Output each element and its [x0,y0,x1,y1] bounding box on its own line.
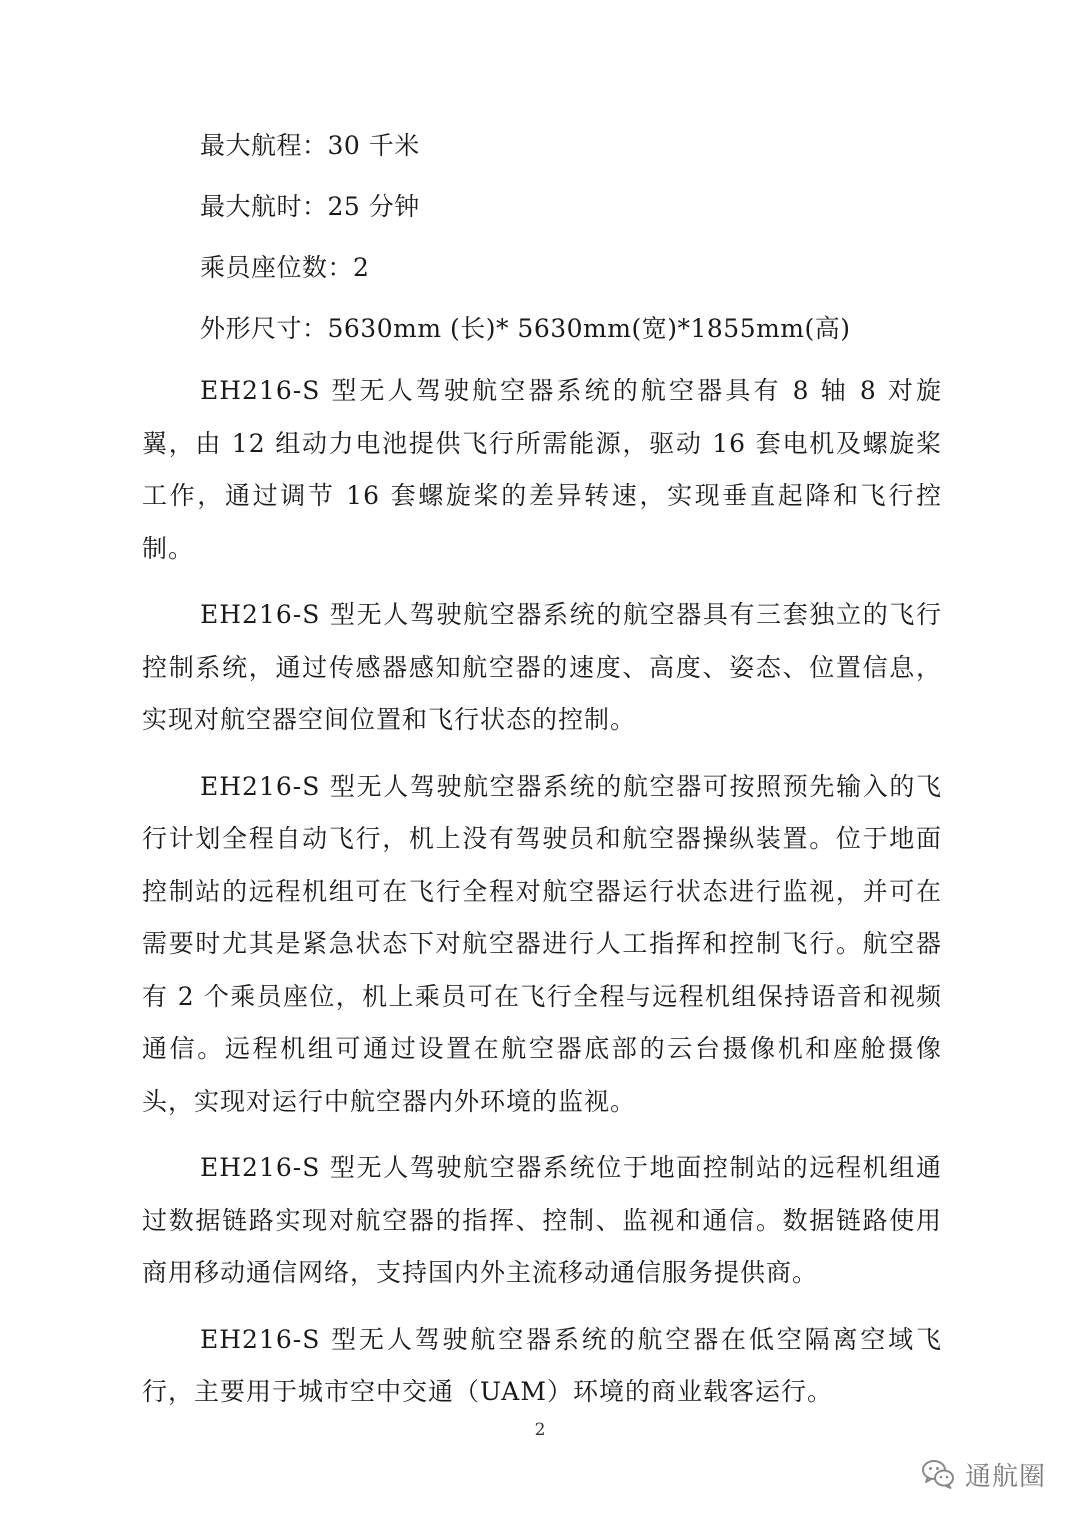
body-text [142,365,942,1433]
spec-seat-count: 乘员座位数：2 [200,253,370,282]
spec-list [200,124,960,368]
paragraph-autonomous-flight: EH216-S 型无人驾驶航空器系统的航空器可按照预先输入的飞行计划全程自动飞行，机上没有驾驶员和航空器操纵装置。位于地面控制站的远程机组可在飞行全程对航空器运行状态进行监视，并可在需要时尤其是紧急状态下对航空器进行人工指挥和控制飞行。航空器有 2 个乘员座位，机上乘员可在飞行全程与远程机组保持语音和视频通信。远程机组可通过设置在航空器底部的云台摄像机和座舱摄像头，实现对运行中航空器内外环境的监视。 [142,771,942,1116]
paragraph-data-link: EH216-S 型无人驾驶航空器系统位于地面控制站的远程机组通过数据链路实现对航空器的指挥、控制、监视和通信。数据链路使用商用移动通信网络，支持国内外主流移动通信服务提供商。 [142,1153,942,1287]
spec-dimensions: 外形尺寸：5630mm (长)* 5630mm(宽)*1855mm(高) [200,314,851,343]
watermark [921,1452,1046,1496]
page-number: 2 [534,1420,546,1440]
wechat-icon [921,1457,955,1491]
spec-max-endurance: 最大航时：25 分钟 [200,192,420,221]
paragraph-rotors: EH216-S 型无人驾驶航空器系统的航空器具有 8 轴 8 对旋翼，由 12 组动力电池提供飞行所需能源，驱动 16 套电机及螺旋桨工作，通过调节 16 套螺旋桨的差异转速，实现垂直起降和飞行控制。 [142,376,942,563]
paragraph-operation: EH216-S 型无人驾驶航空器系统的航空器在低空隔离空域飞行，主要用于城市空中交通（UAM）环境的商业载客运行。 [142,1324,942,1406]
watermark-text: 通航圈 [964,1461,1046,1492]
paragraph-flight-control: EH216-S 型无人驾驶航空器系统的航空器具有三套独立的飞行控制系统，通过传感器感知航空器的速度、高度、姿态、位置信息，实现对航空器空间位置和飞行状态的控制。 [142,600,942,734]
spec-max-range: 最大航程：30 千米 [200,131,420,160]
